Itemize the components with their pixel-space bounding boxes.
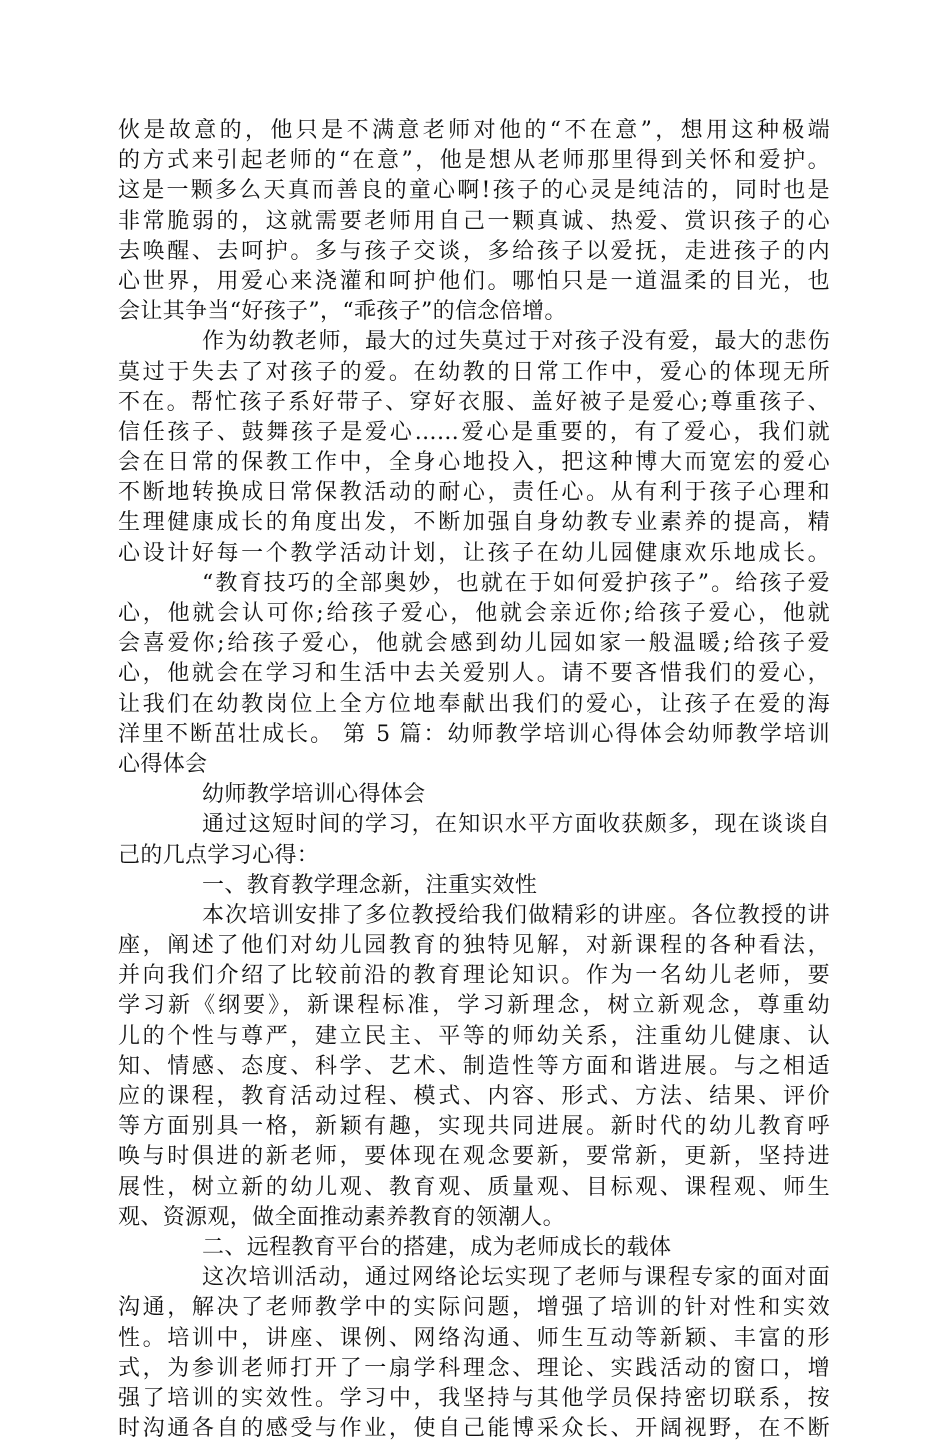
text-line: 这是一颗多么天真而善良的童心啊!孩子的心灵是纯洁的，同时也是: [118, 178, 830, 204]
text-line: 时沟通各自的感受与作业，使自己能博采众长、开阔视野，在不断: [118, 1416, 830, 1442]
text-line: 通过这短时间的学习，在知识水平方面收获颇多，现在谈谈自: [202, 812, 830, 838]
text-line: 座，阐述了他们对幼儿园教育的独特见解，对新课程的各种看法，: [118, 933, 830, 959]
text-line: 二、远程教育平台的搭建，成为老师成长的载体: [202, 1234, 672, 1260]
text-line: 信任孩子、鼓舞孩子是爱心……爱心是重要的，有了爱心，我们就: [118, 419, 830, 445]
text-line: 洋里不断茁壮成长。 第 5 篇：幼师教学培训心得体会幼师教学培训: [118, 721, 830, 747]
text-line: 性。培训中，讲座、课例、网络沟通、师生互动等新颖、丰富的形: [118, 1325, 830, 1351]
text-line: 不断地转换成日常保教活动的耐心，责任心。从有利于孩子心理和: [118, 480, 830, 506]
text-line: 心世界，用爱心来浇灌和呵护他们。哪怕只是一道温柔的目光，也: [118, 268, 830, 294]
text-line: 的方式来引起老师的“在意”，他是想从老师那里得到关怀和爱护。: [118, 148, 830, 174]
text-line: 己的几点学习心得：: [118, 842, 320, 868]
text-line: 展性，树立新的幼儿观、教育观、质量观、目标观、课程观、师生: [118, 1174, 830, 1200]
text-line: 伙是故意的，他只是不满意老师对他的“不在意”，想用这种极端: [118, 118, 830, 143]
text-line: 这次培训活动，通过网络论坛实现了老师与课程专家的面对面: [202, 1265, 830, 1291]
text-line: 会让其争当“好孩子”，“乖孩子”的信念倍增。: [118, 299, 567, 325]
text-line: 心，他就会认可你;给孩子爱心，他就会亲近你;给孩子爱心，他就: [118, 601, 830, 626]
text-line: 心设计好每一个教学活动计划，让孩子在幼儿园健康欢乐地成长。: [118, 540, 830, 566]
text-line: 一、教育教学理念新，注重实效性: [202, 872, 538, 898]
text-line: 沟通，解决了老师教学中的实际问题，增强了培训的针对性和实效: [118, 1295, 830, 1321]
text-line: 非常脆弱的，这就需要老师用自己一颗真诚、热爱、赏识孩子的心: [118, 208, 830, 234]
text-line: 唤与时俱进的新老师，要体现在观念要新，要常新，更新，坚持进: [118, 1144, 830, 1170]
text-line: 去唤醒、去呵护。多与孩子交谈，多给孩子以爱抚，走进孩子的内: [118, 238, 830, 264]
text-line: 幼师教学培训心得体会: [202, 782, 426, 808]
text-line: 本次培训安排了多位教授给我们做精彩的讲座。各位教授的讲: [202, 902, 830, 928]
text-line: 强了培训的实效性。学习中，我坚持与其他学员保持密切联系，按: [118, 1385, 830, 1411]
text-line: 会喜爱你;给孩子爱心，他就会感到幼儿园如家一般温暖;给孩子爱: [118, 631, 830, 657]
text-line: 式，为参训老师打开了一扇学科理念、理论、实践活动的窗口，增: [118, 1355, 830, 1381]
text-line: 儿的个性与尊严，建立民主、平等的师幼关系，注重幼儿健康、认: [118, 1023, 830, 1049]
document-body: [118, 116, 830, 1444]
text-line: 应的课程，教育活动过程、模式、内容、形式、方法、结果、评价: [118, 1084, 830, 1109]
text-line: 不在。帮忙孩子系好带子、穿好衣服、盖好被子是爱心;尊重孩子、: [118, 389, 830, 415]
text-line: 等方面别具一格，新颖有趣，实现共同进展。新时代的幼儿教育呼: [118, 1114, 830, 1140]
text-line: “教育技巧的全部奥妙，也就在于如何爱护孩子”。给孩子爱: [202, 570, 830, 596]
text-line: 莫过于失去了对孩子的爱。在幼教的日常工作中，爱心的体现无所: [118, 359, 830, 385]
text-line: 观、资源观，做全面推动素养教育的领潮人。: [118, 1204, 566, 1230]
text-line: 作为幼教老师，最大的过失莫过于对孩子没有爱，最大的悲伤: [202, 329, 830, 355]
text-line: 学习新《纲要》，新课程标准，学习新理念，树立新观念，尊重幼: [118, 993, 830, 1019]
text-line: 生理健康成长的角度出发，不断加强自身幼教专业素养的提高，精: [118, 510, 830, 536]
text-line: 心得体会: [118, 751, 208, 777]
text-line: 知、情感、态度、科学、艺术、制造性等方面和谐进展。与之相适: [118, 1053, 830, 1079]
text-line: 心，他就会在学习和生活中去关爱别人。请不要吝惜我们的爱心，: [118, 661, 830, 687]
text-line: 并向我们介绍了比较前沿的教育理论知识。作为一名幼儿老师，要: [118, 963, 830, 989]
text-line: 会在日常的保教工作中，全身心地投入，把这种博大而宽宏的爱心: [118, 450, 830, 476]
text-line: 让我们在幼教岗位上全方位地奉献出我们的爱心，让孩子在爱的海: [118, 691, 830, 717]
